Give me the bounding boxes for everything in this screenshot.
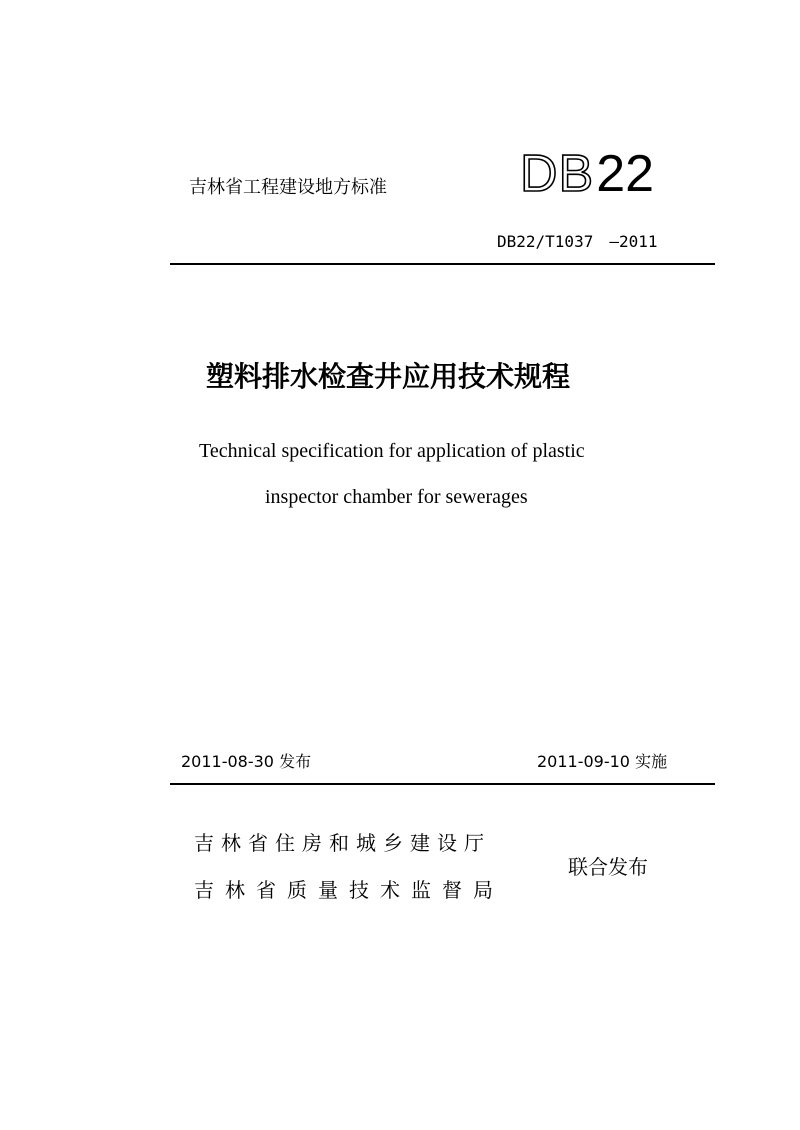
joint-release-label: 联合发布 <box>568 855 648 879</box>
standard-category: 吉林省工程建设地方标准 <box>189 177 387 198</box>
document-title-english-line1: Technical specification for application of plastic <box>199 440 585 462</box>
footer-divider <box>170 783 715 785</box>
standard-code: DB22/T1037 —2011 <box>497 232 658 251</box>
document-title-english-line2: inspector chamber for sewerages <box>265 486 528 508</box>
issue-date: 2011-08-30 发布 <box>181 752 312 771</box>
header-divider <box>170 263 715 265</box>
db-standard-logo <box>520 146 654 202</box>
db-logo-number: 22 <box>596 145 655 203</box>
db-logo-prefix: DB <box>520 145 595 203</box>
effective-date: 2011-09-10 实施 <box>537 752 668 771</box>
document-title-chinese: 塑料排水检查井应用技术规程 <box>206 360 571 393</box>
issuer-quality-bureau: 吉林省质量技术监督局 <box>194 878 504 902</box>
issuer-housing-department: 吉林省住房和城乡建设厅 <box>194 831 491 855</box>
